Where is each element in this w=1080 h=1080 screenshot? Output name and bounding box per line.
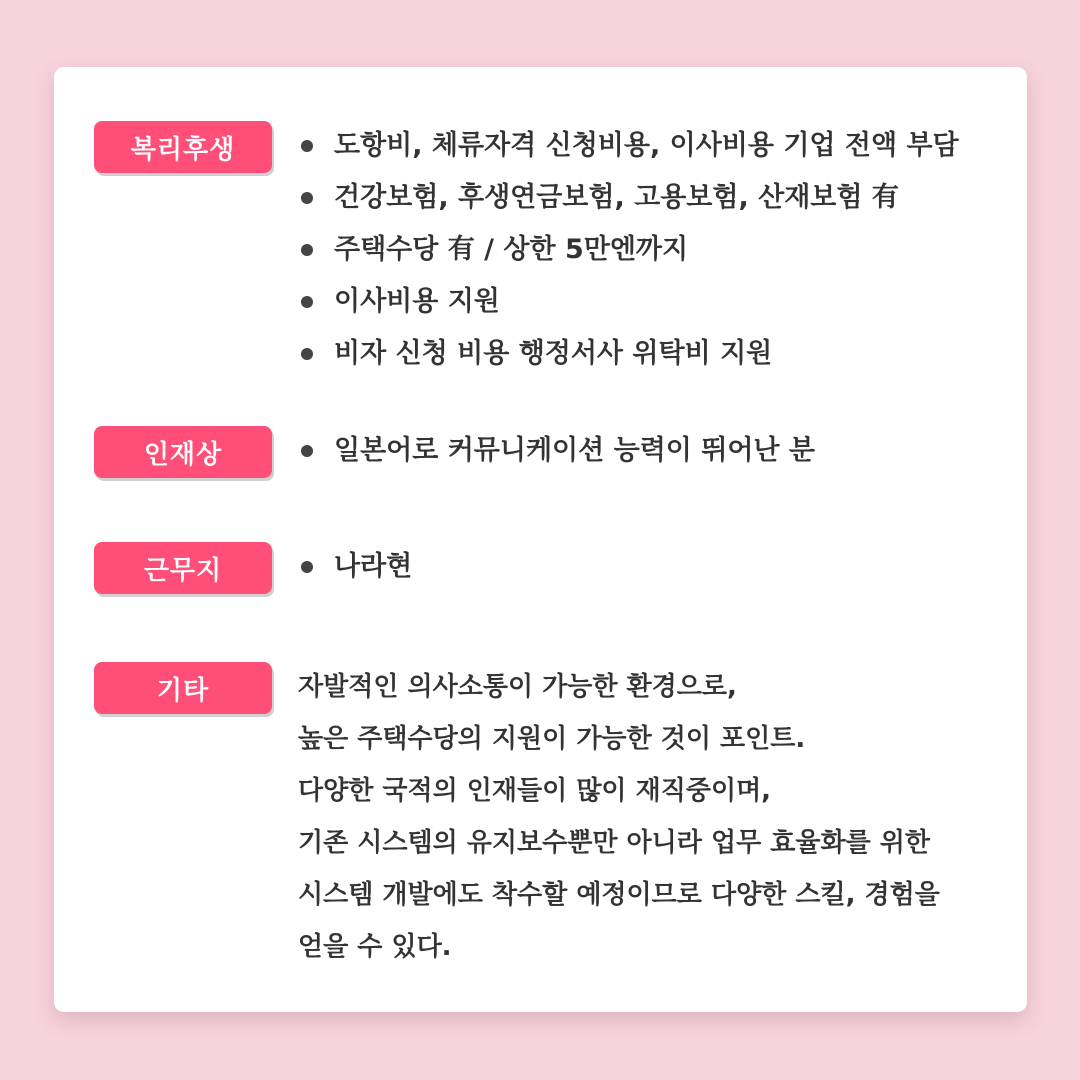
benefits-list	[298, 120, 959, 380]
bullet-icon	[301, 561, 313, 573]
talent-tag: 인재상	[94, 426, 272, 478]
list-item	[298, 172, 959, 224]
paragraph-line: 기존 시스템의 유지보수뿐만 아니라 업무 효율화를 위한	[298, 828, 930, 858]
list-item-text: 이사비용 지원	[334, 286, 500, 317]
bullet-icon	[301, 348, 313, 360]
other-tag: 기타	[94, 662, 272, 714]
other-paragraph	[298, 661, 940, 973]
list-item	[298, 276, 959, 328]
talent-list	[298, 425, 815, 477]
paragraph-line: 높은 주택수당의 지원이 가능한 것이 포인트.	[298, 724, 806, 754]
bullet-icon	[301, 244, 313, 256]
list-item-text: 일본어로 커뮤니케이션 능력이 뛰어난 분	[334, 435, 815, 466]
location-tag: 근무지	[94, 542, 272, 594]
benefits-tag: 복리후생	[94, 121, 272, 173]
paragraph-line: 다양한 국적의 인재들이 많이 재직중이며,	[298, 776, 772, 806]
list-item	[298, 541, 412, 593]
location-list	[298, 541, 412, 593]
bullet-icon	[301, 140, 313, 152]
list-item-text: 건강보험, 후생연금보험, 고용보험, 산재보험 有	[334, 182, 899, 213]
paragraph-line: 자발적인 의사소통이 가능한 환경으로,	[298, 672, 737, 702]
paragraph-line: 시스템 개발에도 착수할 예정이므로 다양한 스킬, 경험을	[298, 880, 940, 910]
bullet-icon	[301, 445, 313, 457]
list-item	[298, 224, 959, 276]
list-item-text: 주택수당 有 / 상한 5만엔까지	[334, 234, 689, 265]
list-item-text: 나라현	[334, 551, 413, 582]
list-item	[298, 328, 959, 380]
list-item	[298, 120, 959, 172]
list-item	[298, 425, 815, 477]
info-card	[54, 67, 1027, 1012]
bullet-icon	[301, 296, 313, 308]
list-item-text: 비자 신청 비용 행정서사 위탁비 지원	[334, 338, 773, 369]
list-item-text: 도항비, 체류자격 신청비용, 이사비용 기업 전액 부담	[334, 130, 959, 161]
bullet-icon	[301, 192, 313, 204]
paragraph-line: 얻을 수 있다.	[298, 932, 452, 962]
